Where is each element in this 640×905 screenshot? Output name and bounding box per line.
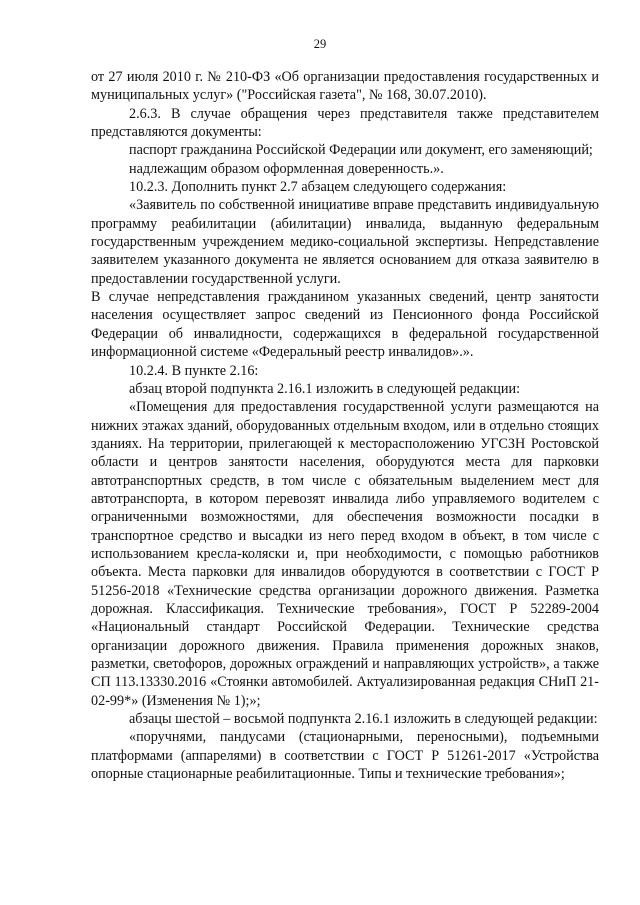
paragraph: «Помещения для предоставления государственной услуги размещаются на нижних этажах зданий, оборудованных отдельным входом, или в отдельно стоящих зданиях. На территории, прилегающей к месторасположению УГСЗН Ростовской области и центров занятости населения, оборудуются места для парковки автотранспортных средств, в том числе с обязательным выделением мест для автотранспорта, в котором перевозят инвалида либо управляемого водителем с ограниченными возможностями, для обеспечения возможности посадки в транспортное средство и высадки из него перед входом в объект, в том числе с использованием кресла-коляски и, при необходимости, с помощью работников объекта. Места парковки для инвалидов оборудуются в соответствии с ГОСТ Р 51256-2018 «Технические средства организации дорожного движения. Разметка дорожная. Классификация. Технические требования», ГОСТ Р 52289-2004 «Национальный стандарт Российской Федерации. Технические средства организации дорожного движения. Правила применения дорожных знаков, разметки, светофоров, дорожных ограждений и направляющих устройств», а также СП 113.13330.2016 «Стоянки автомобилей. Актуализированная редакция СНиП 21-02-99*» (Изменения № 1);»; — [91, 399, 599, 709]
paragraph: абзацы шестой – восьмой подпункта 2.16.1 изложить в следующей редакции: — [129, 711, 598, 728]
paragraph: «поручнями, пандусами (стационарными, переносными), подъемными платформами (аппарелями) в соответствии с ГОСТ Р 51261-2017 «Устройства опорные стационарные реабилитационные. Типы и технические требования»; — [91, 729, 599, 783]
paragraph: 2.6.3. В случае обращения через представителя также представителем представляются документы: — [91, 105, 599, 141]
paragraph: «Заявитель по собственной инициативе вправе представить индивидуальную программу реабилитации (абилитации) инвалида, выданную федеральным государственным учреждением медико-социальной экспертизы. Непредставление заявителем указанного документа не является основанием для отказа заявителю в предоставлении государственной услуги. — [91, 197, 599, 287]
paragraph: абзац второй подпункта 2.16.1 изложить в следующей редакции: — [129, 380, 521, 397]
document-body — [91, 68, 599, 783]
paragraph: 10.2.3. Дополнить пункт 2.7 абзацем следующего содержания: — [129, 179, 507, 196]
paragraph: паспорт гражданина Российской Федерации или документ, его заменяющий; — [129, 142, 593, 159]
paragraph: 10.2.4. В пункте 2.16: — [129, 362, 259, 379]
paragraph: от 27 июля 2010 г. № 210-ФЗ «Об организации предоставления государственных и муниципальных услуг» ("Российская газета", № 168, 30.07.2010). — [91, 69, 599, 104]
page-number: 29 — [313, 37, 327, 51]
paragraph: надлежащим образом оформленная доверенность.». — [129, 160, 444, 177]
paragraph: В случае непредставления гражданином указанных сведений, центр занятости населения осуществляет запрос сведений из Пенсионного фонда Российской Федерации об инвалидности, содержащихся в федеральной государственной информационной системе «Федеральный реестр инвалидов».». — [91, 289, 599, 361]
